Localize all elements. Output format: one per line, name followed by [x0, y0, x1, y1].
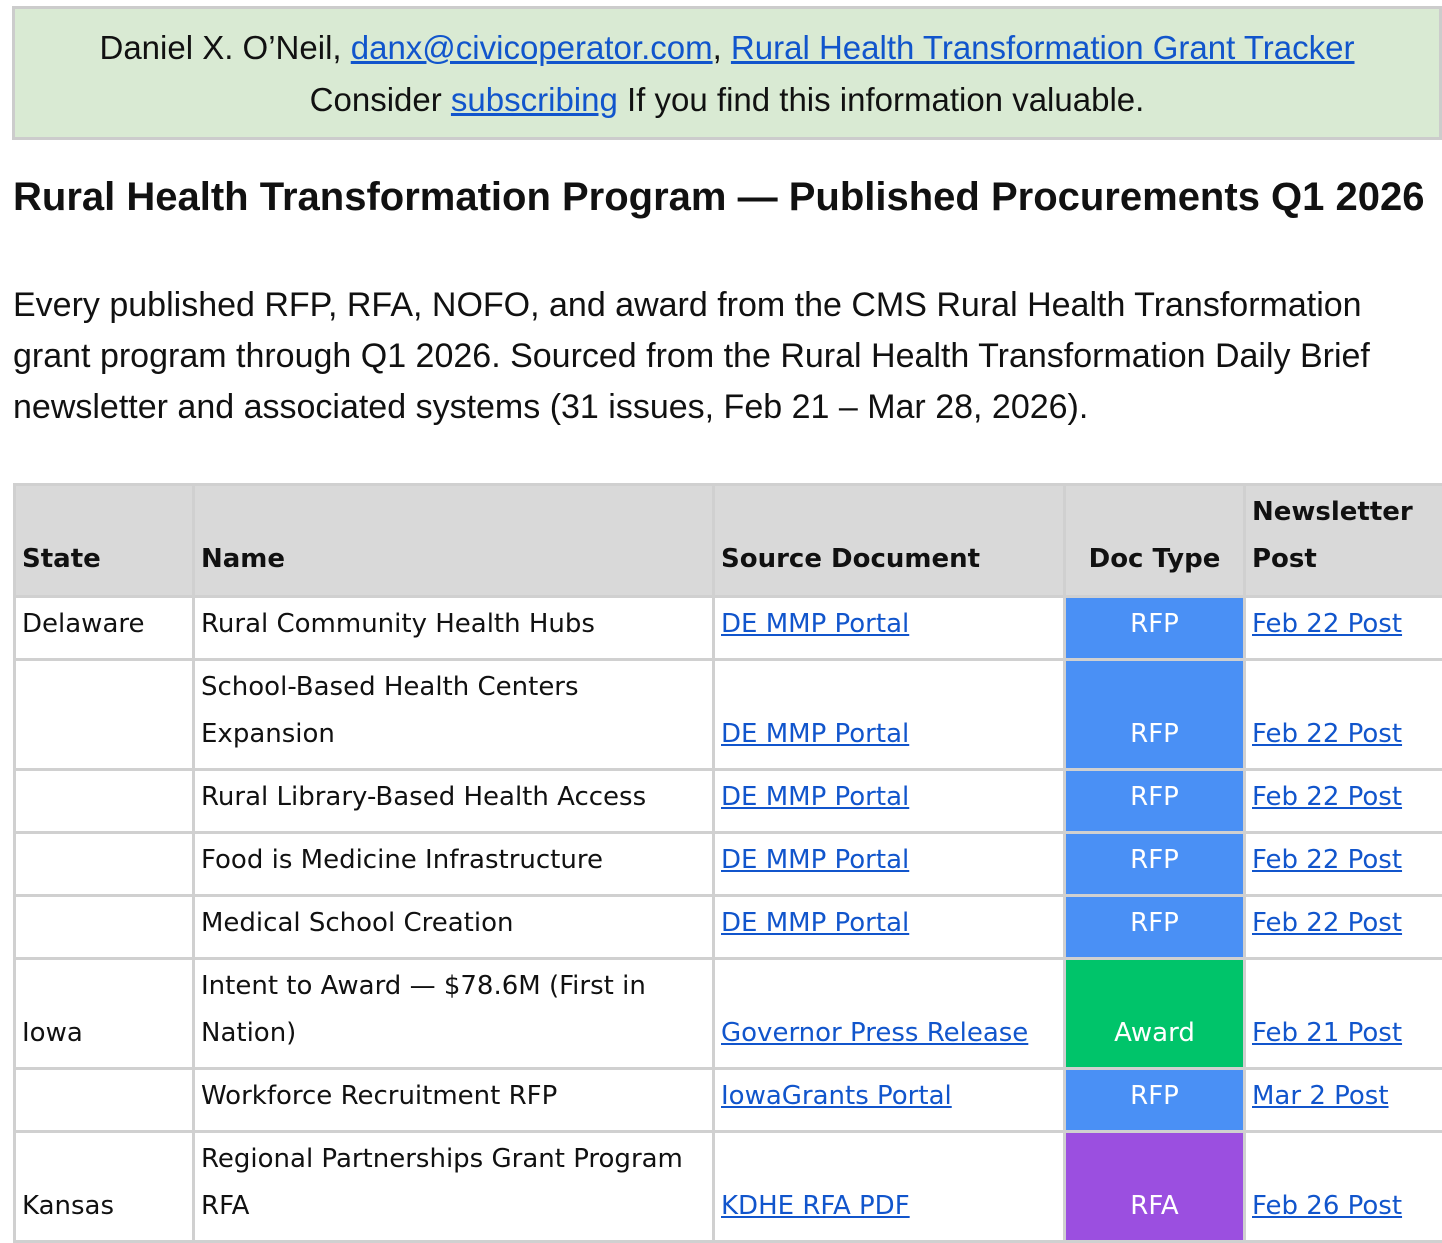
- name-cell: Workforce Recruitment RFP: [194, 1069, 714, 1132]
- table-row: [15, 833, 1442, 896]
- attribution-banner: [12, 6, 1442, 140]
- table-row: [15, 1069, 1442, 1132]
- post-cell: [1245, 770, 1442, 833]
- newsletter-post-link[interactable]: Feb 22 Post: [1252, 782, 1402, 812]
- name-cell: Regional Partnerships Grant Program RFA: [194, 1132, 714, 1242]
- source-cell: [714, 833, 1065, 896]
- state-cell: [15, 660, 194, 770]
- table-row: [15, 597, 1442, 660]
- table-row: [15, 896, 1442, 959]
- name-cell: Rural Library-Based Health Access: [194, 770, 714, 833]
- post-cell: [1245, 597, 1442, 660]
- name-cell: Rural Community Health Hubs: [194, 597, 714, 660]
- state-cell: Delaware: [15, 597, 194, 660]
- source-document-link[interactable]: KDHE RFA PDF: [721, 1191, 910, 1221]
- source-document-link[interactable]: DE MMP Portal: [721, 782, 909, 812]
- doc-type-badge: RFP: [1065, 833, 1245, 896]
- consider-text: Consider: [310, 81, 442, 118]
- newsletter-post-link[interactable]: Feb 22 Post: [1252, 908, 1402, 938]
- name-cell: Medical School Creation: [194, 896, 714, 959]
- source-document-link[interactable]: IowaGrants Portal: [721, 1081, 952, 1111]
- banner-line-2: [15, 74, 1439, 126]
- source-cell: [714, 959, 1065, 1069]
- page-title: Rural Health Transformation Program — Published Procurements Q1 2026: [13, 170, 1428, 224]
- newsletter-post-link[interactable]: Feb 26 Post: [1252, 1191, 1402, 1221]
- table-row: [15, 1132, 1442, 1242]
- state-cell: [15, 770, 194, 833]
- source-document-link[interactable]: DE MMP Portal: [721, 845, 909, 875]
- newsletter-post-link[interactable]: Feb 21 Post: [1252, 1018, 1402, 1048]
- source-cell: [714, 1069, 1065, 1132]
- source-cell: [714, 660, 1065, 770]
- state-cell: [15, 1069, 194, 1132]
- post-cell: [1245, 896, 1442, 959]
- doc-type-badge: RFA: [1065, 1132, 1245, 1242]
- name-cell: Food is Medicine Infrastructure: [194, 833, 714, 896]
- subscribe-link[interactable]: subscribing: [451, 81, 618, 118]
- column-header-name: Name: [194, 485, 714, 597]
- post-cell: [1245, 660, 1442, 770]
- grant-tracker-link[interactable]: Rural Health Transformation Grant Tracker: [731, 29, 1355, 66]
- table-row: [15, 959, 1442, 1069]
- banner-line-1: [15, 22, 1439, 74]
- source-document-link[interactable]: DE MMP Portal: [721, 609, 909, 639]
- column-header-doc-type: Doc Type: [1065, 485, 1245, 597]
- source-cell: [714, 770, 1065, 833]
- source-document-link[interactable]: DE MMP Portal: [721, 719, 909, 749]
- source-cell: [714, 597, 1065, 660]
- column-header-source-document: Source Document: [714, 485, 1065, 597]
- email-link[interactable]: danx@civicoperator.com: [351, 29, 713, 66]
- doc-type-badge: RFP: [1065, 896, 1245, 959]
- procurements-table: [13, 483, 1442, 1243]
- doc-type-badge: RFP: [1065, 660, 1245, 770]
- valuable-text: If you find this information valuable.: [627, 81, 1144, 118]
- post-cell: [1245, 833, 1442, 896]
- source-document-link[interactable]: DE MMP Portal: [721, 908, 909, 938]
- state-cell: [15, 833, 194, 896]
- column-header-newsletter-post: Newsletter Post: [1245, 485, 1442, 597]
- state-cell: Kansas: [15, 1132, 194, 1242]
- state-cell: [15, 896, 194, 959]
- doc-type-badge: RFP: [1065, 1069, 1245, 1132]
- table-row: [15, 660, 1442, 770]
- doc-type-badge: RFP: [1065, 770, 1245, 833]
- state-cell: Iowa: [15, 959, 194, 1069]
- page-description: Every published RFP, RFA, NOFO, and award from the CMS Rural Health Transformation grant program through Q1 2026. Sourced from the Rural Health Transformation Daily Brief newsletter and associated systems (31 issues, Feb 21 – Mar 28, 2026).: [13, 280, 1433, 433]
- source-cell: [714, 896, 1065, 959]
- table-row: [15, 770, 1442, 833]
- name-cell: Intent to Award — $78.6M (First in Nation): [194, 959, 714, 1069]
- author-name: Daniel X. O’Neil,: [99, 29, 341, 66]
- banner-separator: ,: [713, 29, 722, 66]
- table-header-row: [15, 485, 1442, 597]
- column-header-state: State: [15, 485, 194, 597]
- newsletter-post-link[interactable]: Mar 2 Post: [1252, 1081, 1389, 1111]
- newsletter-post-link[interactable]: Feb 22 Post: [1252, 609, 1402, 639]
- post-cell: [1245, 1132, 1442, 1242]
- source-cell: [714, 1132, 1065, 1242]
- name-cell: School-Based Health Centers Expansion: [194, 660, 714, 770]
- newsletter-post-link[interactable]: Feb 22 Post: [1252, 719, 1402, 749]
- doc-type-badge: Award: [1065, 959, 1245, 1069]
- post-cell: [1245, 1069, 1442, 1132]
- source-document-link[interactable]: Governor Press Release: [721, 1018, 1028, 1048]
- doc-type-badge: RFP: [1065, 597, 1245, 660]
- post-cell: [1245, 959, 1442, 1069]
- newsletter-post-link[interactable]: Feb 22 Post: [1252, 845, 1402, 875]
